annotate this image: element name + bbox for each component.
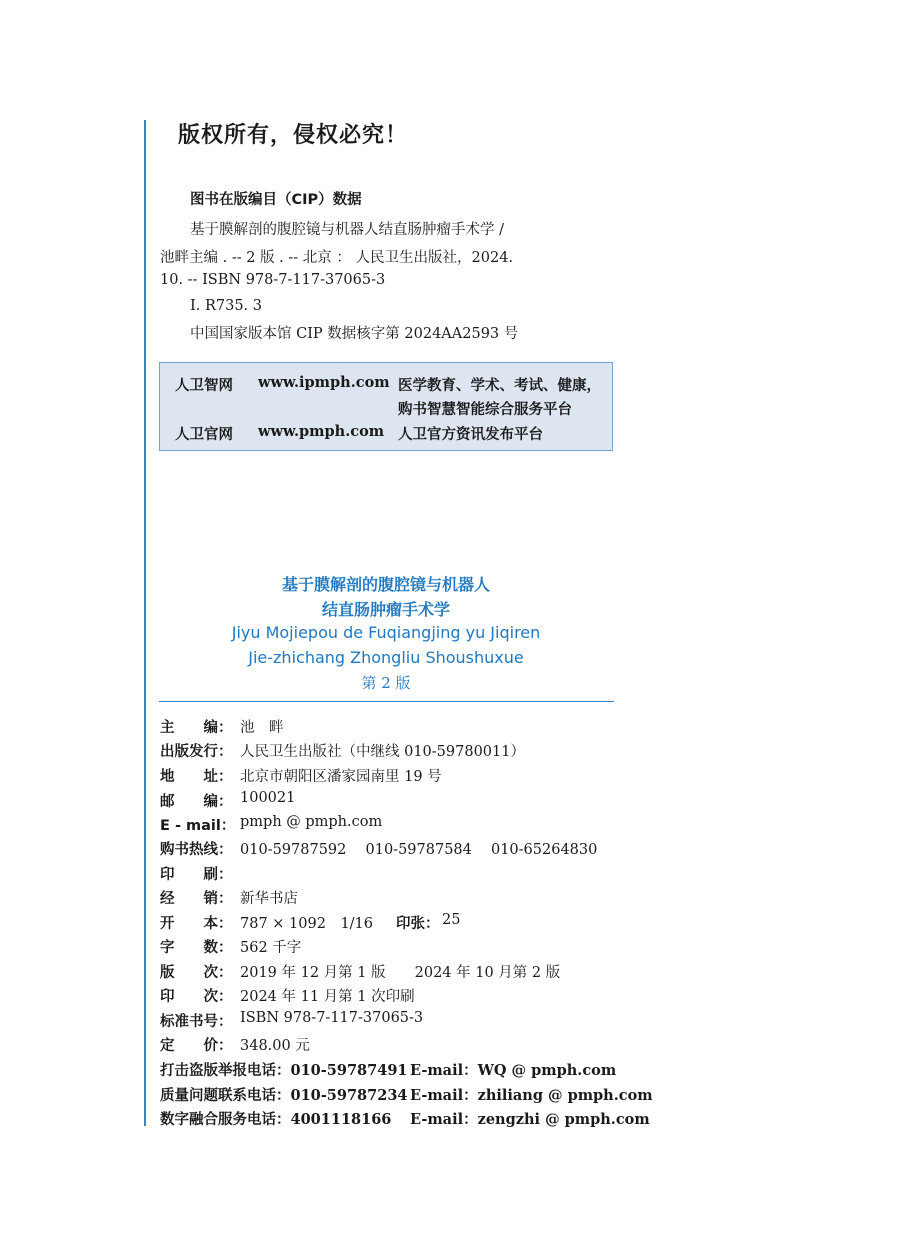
detail-value: 新华书店 bbox=[240, 891, 298, 907]
detail-label: 地 址： bbox=[160, 769, 233, 785]
contact-row-quality bbox=[160, 1084, 653, 1105]
detail-value: 池 畔 bbox=[240, 720, 284, 736]
contact-label: 质量问题联系电话： bbox=[160, 1088, 291, 1104]
cip-line: 池畔主编 . -- 2 版 . -- 北京 ： 人民卫生出版社，2024. bbox=[160, 250, 514, 266]
divider bbox=[159, 701, 614, 702]
contact-phone: 010-59787491 bbox=[290, 1062, 408, 1079]
book-title-pinyin: Jie-zhichang Zhongliu Shoushuxue bbox=[248, 648, 524, 667]
cip-line: 基于膜解剖的腹腔镜与机器人结直肠肿瘤手术学 / bbox=[190, 222, 504, 238]
cip-line: 10. -- ISBN 978-7-117-37065-3 bbox=[160, 272, 386, 288]
left-margin-rule bbox=[144, 120, 146, 1126]
detail-label: 购书热线： bbox=[160, 842, 233, 858]
detail-value: 25 bbox=[442, 912, 461, 928]
contact-email-link[interactable]: E-mail：zengzhi @ pmph.com bbox=[410, 1111, 650, 1128]
detail-value: 562 千字 bbox=[240, 940, 302, 956]
platform-description: 购书智慧智能综合服务平台 bbox=[398, 402, 572, 418]
detail-label: 字 数： bbox=[160, 940, 233, 956]
detail-value: 100021 bbox=[240, 790, 296, 806]
detail-value: 人民卫生出版社（中继线 010-59780011） bbox=[240, 744, 525, 760]
detail-label: 定 价： bbox=[160, 1038, 233, 1054]
platform-info-box bbox=[159, 362, 613, 451]
platform-name: 人卫官网 bbox=[175, 427, 233, 443]
detail-label: 版 次： bbox=[160, 965, 233, 981]
book-edition: 第 2 版 bbox=[361, 674, 411, 692]
contact-phone: 010-59787234 bbox=[290, 1087, 408, 1104]
platform-url-link[interactable]: www.pmph.com bbox=[258, 423, 385, 440]
cip-line: Ⅰ. R735. 3 bbox=[190, 298, 262, 314]
contact-email-link[interactable]: E-mail：zhiliang @ pmph.com bbox=[410, 1087, 653, 1104]
detail-label: 出版发行： bbox=[160, 744, 233, 760]
cip-line: 中国国家版本馆 CIP 数据核字第 2024AA2593 号 bbox=[190, 326, 519, 342]
detail-label: 开 本： bbox=[160, 916, 233, 932]
detail-value: 北京市朝阳区潘家园南里 19 号 bbox=[240, 769, 442, 785]
contact-row-piracy bbox=[160, 1059, 617, 1080]
book-title-cn: 结直肠肿瘤手术学 bbox=[321, 600, 450, 619]
email-link[interactable]: pmph @ pmph.com bbox=[240, 814, 383, 830]
detail-label: 主 编： bbox=[160, 720, 233, 736]
platform-description: 医学教育、学术、考试、健康， bbox=[398, 378, 601, 394]
detail-label: 印张： bbox=[396, 916, 440, 932]
detail-label: 标准书号： bbox=[160, 1014, 233, 1030]
contact-label: 数字融合服务电话： bbox=[160, 1112, 291, 1128]
platform-description: 人卫官方资讯发布平台 bbox=[398, 427, 543, 443]
contact-row-digital bbox=[160, 1108, 650, 1129]
platform-name: 人卫智网 bbox=[175, 378, 233, 394]
copyright-notice: 版权所有，侵权必究！ bbox=[178, 123, 409, 148]
detail-value: 787 × 1092 1/16 bbox=[240, 916, 374, 932]
detail-value: 2024 年 11 月第 1 次印刷 bbox=[240, 989, 415, 1005]
detail-label: 印 次： bbox=[160, 989, 233, 1005]
detail-value: ISBN 978-7-117-37065-3 bbox=[240, 1010, 424, 1026]
contact-phone: 4001118166 bbox=[290, 1111, 392, 1128]
book-title-cn: 基于膜解剖的腹腔镜与机器人 bbox=[281, 575, 490, 594]
detail-label: 经 销： bbox=[160, 891, 233, 907]
detail-value: 010-59787592 010-59787584 010-65264830 bbox=[240, 842, 598, 858]
book-title-pinyin: Jiyu Mojiepou de Fuqiangjing yu Jiqiren bbox=[231, 623, 541, 642]
contact-label: 打击盗版举报电话： bbox=[160, 1063, 291, 1079]
cip-heading: 图书在版编目（CIP）数据 bbox=[190, 192, 362, 208]
detail-label: E - mail： bbox=[160, 818, 236, 834]
contact-email-link[interactable]: E-mail：WQ @ pmph.com bbox=[410, 1062, 617, 1079]
detail-label: 印 刷： bbox=[160, 867, 233, 883]
detail-value: 348.00 元 bbox=[240, 1038, 310, 1054]
detail-value: 2019 年 12 月第 1 版 2024 年 10 月第 2 版 bbox=[240, 965, 561, 981]
detail-label: 邮 编： bbox=[160, 794, 233, 810]
platform-url-link[interactable]: www.ipmph.com bbox=[258, 374, 390, 391]
